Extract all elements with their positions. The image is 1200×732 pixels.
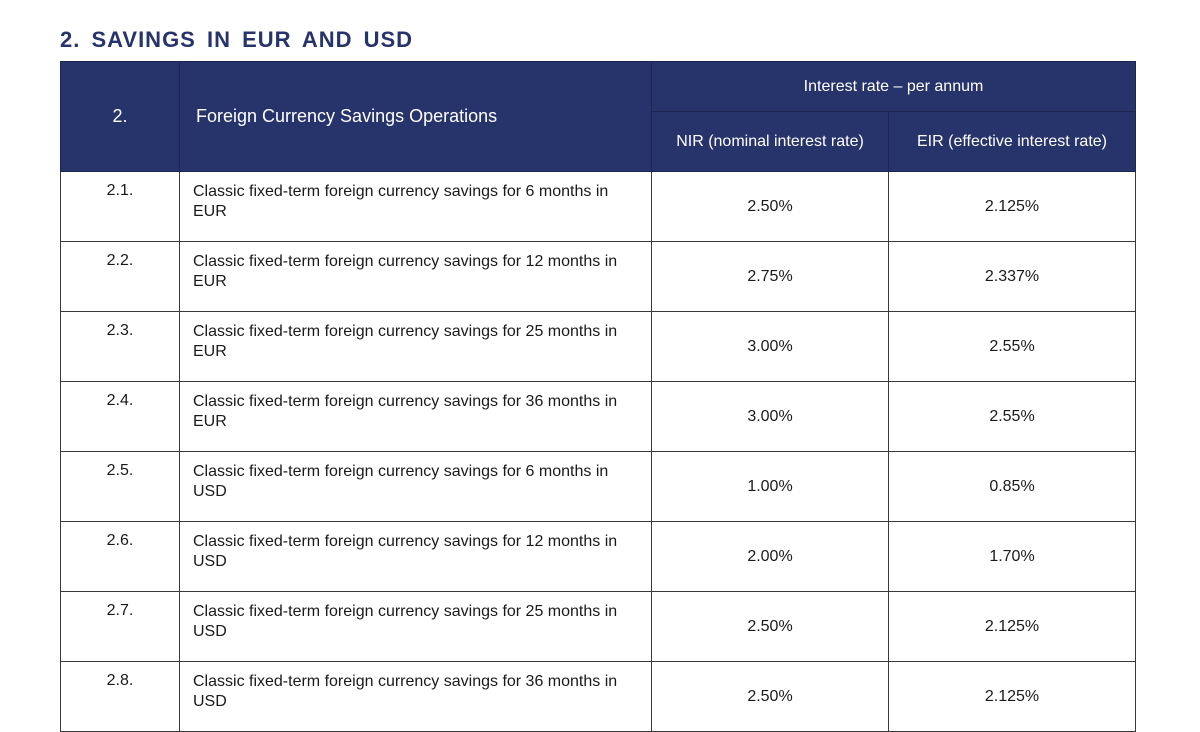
row-eir: 2.125% (889, 172, 1136, 242)
row-description: Classic fixed-term foreign currency savings for 36 months in EUR (180, 382, 652, 452)
table-header (61, 62, 1136, 172)
row-number: 2.5. (61, 452, 180, 522)
table-row (61, 382, 1136, 452)
row-number: 2.1. (61, 172, 180, 242)
row-eir: 2.125% (889, 592, 1136, 662)
row-nir: 2.00% (652, 522, 889, 592)
row-number: 2.2. (61, 242, 180, 312)
row-eir: 2.125% (889, 662, 1136, 732)
table-body (61, 172, 1136, 732)
row-description: Classic fixed-term foreign currency savings for 6 months in EUR (180, 172, 652, 242)
row-description: Classic fixed-term foreign currency savings for 25 months in USD (180, 592, 652, 662)
table-row (61, 522, 1136, 592)
row-eir: 2.337% (889, 242, 1136, 312)
header-description: Foreign Currency Savings Operations (180, 62, 652, 172)
header-number: 2. (61, 62, 180, 172)
section-title: 2. SAVINGS IN EUR AND USD (60, 27, 414, 52)
table-row (61, 592, 1136, 662)
row-number: 2.3. (61, 312, 180, 382)
row-nir: 3.00% (652, 382, 889, 452)
row-eir: 2.55% (889, 312, 1136, 382)
row-eir: 0.85% (889, 452, 1136, 522)
row-description: Classic fixed-term foreign currency savings for 6 months in USD (180, 452, 652, 522)
row-nir: 3.00% (652, 312, 889, 382)
row-nir: 2.75% (652, 242, 889, 312)
row-number: 2.8. (61, 662, 180, 732)
table-row (61, 452, 1136, 522)
header-interest-rate-group: Interest rate – per annum (652, 62, 1136, 112)
row-nir: 1.00% (652, 452, 889, 522)
row-description: Classic fixed-term foreign currency savings for 25 months in EUR (180, 312, 652, 382)
table-row (61, 172, 1136, 242)
row-description: Classic fixed-term foreign currency savings for 12 months in USD (180, 522, 652, 592)
row-description: Classic fixed-term foreign currency savings for 12 months in EUR (180, 242, 652, 312)
row-number: 2.6. (61, 522, 180, 592)
header-eir: EIR (effective interest rate) (889, 112, 1136, 172)
row-nir: 2.50% (652, 662, 889, 732)
row-number: 2.7. (61, 592, 180, 662)
table-row (61, 662, 1136, 732)
row-number: 2.4. (61, 382, 180, 452)
row-description: Classic fixed-term foreign currency savings for 36 months in USD (180, 662, 652, 732)
table-row (61, 242, 1136, 312)
row-eir: 1.70% (889, 522, 1136, 592)
header-nir: NIR (nominal interest rate) (652, 112, 889, 172)
row-nir: 2.50% (652, 172, 889, 242)
row-eir: 2.55% (889, 382, 1136, 452)
row-nir: 2.50% (652, 592, 889, 662)
table-row (61, 312, 1136, 382)
interest-rates-table (60, 61, 1136, 732)
